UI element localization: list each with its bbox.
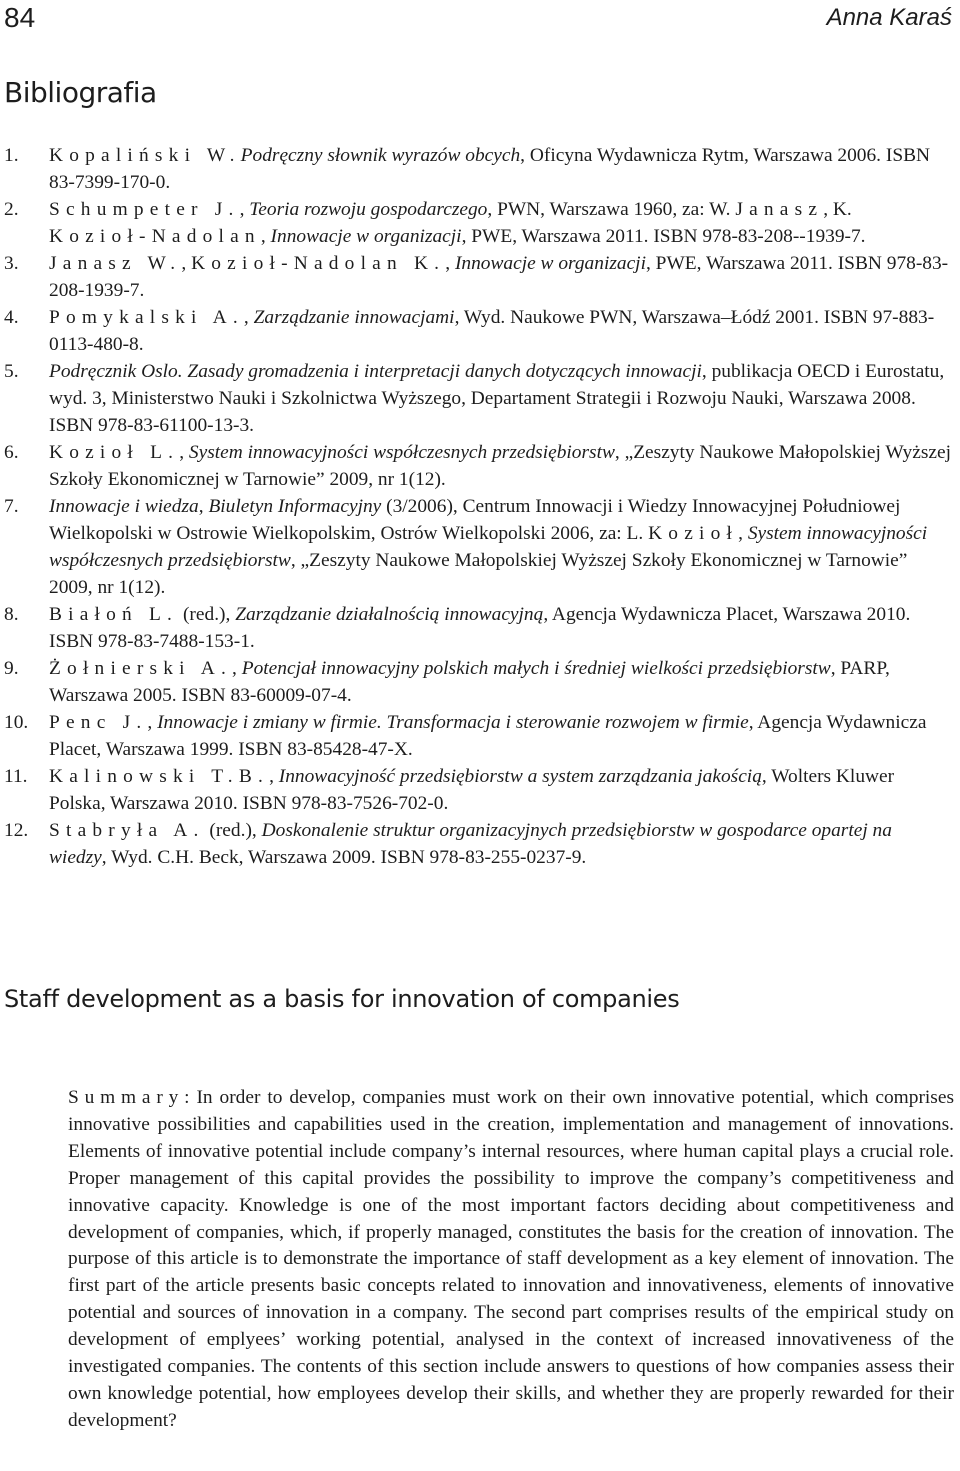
entry-publication: , Agencja Wydawnicza Placet, Warszawa 1999. ISBN 83-85428-47-X.	[49, 712, 927, 760]
entry-title: Potencjał innowacyjny polskich małych i średniej wielkości przedsiębiorstw	[241, 658, 831, 679]
entry-separator: (red.),	[204, 820, 262, 841]
entry-title: Podręczny słownik wyrazów obcych	[240, 145, 521, 166]
entry-author: Żołnierski A.	[49, 658, 233, 679]
entry-title: Innowacje i wiedza	[49, 496, 199, 517]
entry-separator: ,	[232, 658, 242, 679]
entry-number: 11.	[4, 766, 28, 787]
entry-number: 8.	[4, 604, 19, 625]
entry-author: Kozioł-Nadolan K.	[191, 253, 446, 274]
bibliography-entry-4	[4, 304, 954, 358]
entry-publication: , PARP, Warszawa 2005. ISBN 83-60009-07-4.	[49, 658, 890, 706]
entry-number: 2.	[4, 199, 19, 220]
entry-title: Zarządzanie działalnością innowacyjną	[235, 604, 544, 625]
entry-separator: ,	[198, 496, 209, 517]
entry-title: System innowacyjności współczesnych przedsiębiorstw	[188, 442, 615, 463]
entry-separator: ,	[239, 199, 250, 220]
bibliography-heading: Bibliografia	[4, 76, 157, 109]
entry-publication: , Oficyna Wydawnicza Rytm, Warszawa 2006. ISBN 83-7399-170-0.	[49, 145, 931, 193]
entry-author: Kozioł-Nadolan	[49, 226, 261, 247]
entry-title: Innowacyjność przedsiębiorstw a system zarządzania jakością	[278, 766, 762, 787]
entry-publication: , Wyd. Naukowe PWN, Warszawa–Łódź 2001. ISBN 97-883-0113-480-8.	[49, 307, 935, 355]
entry-title: Innowacje w organizacji	[454, 253, 646, 274]
bibliography-entry-8	[4, 601, 954, 655]
entry-author: Janasz W.	[49, 253, 182, 274]
entry-number: 6.	[4, 442, 19, 463]
entry-separator: ,	[179, 442, 189, 463]
entry-separator: ,	[147, 712, 158, 733]
bibliography-entry-9	[4, 655, 954, 709]
bibliography-entry-12	[4, 817, 954, 871]
bibliography-entry-1	[4, 142, 954, 196]
entry-author: Penc J.	[49, 712, 148, 733]
entry-separator: ,	[243, 307, 254, 328]
bibliography-entry-3	[4, 250, 954, 304]
summary-paragraph	[68, 1085, 954, 1435]
entry-title: System innowacyjności współczesnych przedsiębiorstw	[49, 523, 928, 571]
entry-publication: , Wyd. C.H. Beck, Warszawa 2009. ISBN 978-83-255-0237-9.	[101, 847, 587, 868]
entry-title: Biuletyn Informacyjny	[208, 496, 382, 517]
entry-author: Białoń L.	[49, 604, 179, 625]
summary-text: : In order to develop, companies must work on their own innovative potential, which comprises innovative possibilities and capabilities used in the creation, implementation and management of innovations. Elements of innovative potential include company’s internal resources, where human capital plays a crucial role. Proper management of this capital provides the possibility to improve the company’s competitiveness and innovative capacity. Knowledge is one of the most important factors deciding about competitiveness and development of companies, which, if properly managed, constitutes the basis for the creation of innovation. The purpose of this article is to demonstrate the importance of staff development as a key element of innovation. The first part of the article presents basic concepts related to innovation and innovativeness, elements of innovative potential and sources of innovation in a company. The second part comprises results of the empirical study on development of emplyees’ working potential, analysed in the context of increased innovativeness of the investigated companies. The contents of this section include answers to questions of how companies assess their own knowledge potential, how employees develop their skills, and whether they are properly rewarded for their development?	[68, 1087, 954, 1431]
entry-title: Zarządzanie innowacjami	[253, 307, 455, 328]
entry-publication: (3/2006), Centrum Innowacji i Wiedzy Innowacyjnej Południowej Wielkopolski w Ostrowie Wielkopolskim, Ostrów Wielkopolski 2006, za: L.	[49, 496, 901, 544]
entry-author: Stabryła A.	[49, 820, 205, 841]
entry-number: 4.	[4, 307, 19, 328]
bibliography-entry-5	[4, 358, 954, 439]
entry-separator: ,	[260, 226, 271, 247]
entry-number: 3.	[4, 253, 19, 274]
entry-separator: ,	[269, 766, 279, 787]
page-number: 84	[4, 2, 36, 33]
entry-separator: ,	[181, 253, 192, 274]
entry-title: Innowacje w organizacji	[270, 226, 462, 247]
entry-separator: (red.),	[178, 604, 236, 625]
bibliography-list	[4, 142, 954, 871]
entry-publication: , Agencja Wydawnicza Placet, Warszawa 2010. ISBN 978-83-7488-153-1.	[49, 604, 911, 652]
entry-author: Kopaliński W.	[49, 145, 241, 166]
entry-number: 5.	[4, 361, 19, 382]
entry-publication: , PWE, Warszawa 2011. ISBN 978-83-208--1939-7.	[461, 226, 866, 247]
entry-separator: , K.	[823, 199, 852, 220]
entry-title: Podręcznik Oslo. Zasady gromadzenia i interpretacji danych dotyczących innowacji	[49, 361, 702, 382]
running-header-author: Anna Karaś	[826, 4, 952, 31]
entry-title: Innowacje i zmiany w firmie. Transformacja i sterowanie rozwojem w firmie	[157, 712, 749, 733]
entry-number: 9.	[4, 658, 19, 679]
entry-number: 10.	[4, 712, 29, 733]
entry-publication: , „Zeszyty Naukowe Małopolskiej Wyższej Szkoły Ekonomicznej w Tarnowie” 2009, nr 1(12).	[49, 550, 908, 598]
bibliography-entry-2	[4, 196, 954, 250]
entry-number: 12.	[4, 820, 29, 841]
entry-publication: , Wolters Kluwer Polska, Warszawa 2010. ISBN 978-83-7526-702-0.	[49, 766, 895, 814]
entry-title: Doskonalenie struktur organizacyjnych przedsiębiorstw w gospodarce opartej na wiedzy	[49, 820, 892, 868]
entry-title: Teoria rozwoju gospodarczego	[249, 199, 488, 220]
summary-section-heading: Staff development as a basis for innovation of companies	[4, 985, 680, 1013]
entry-separator: ,	[738, 523, 748, 544]
bibliography-entry-6	[4, 439, 954, 493]
entry-publication: , PWN, Warszawa 1960, za: W.	[487, 199, 736, 220]
entry-number: 1.	[4, 145, 19, 166]
bibliography-entry-10	[4, 709, 954, 763]
entry-number: 7.	[4, 496, 19, 517]
entry-publication: , publikacja OECD i Eurostatu, wyd. 3, Ministerstwo Nauki i Szkolnictwa Wyższego, Departament Strategii i Rozwoju Nauki, Warszawa 2008. ISBN 978-83-61100-13-3.	[49, 361, 945, 436]
entry-separator: ,	[445, 253, 455, 274]
entry-author: Kalinowski T.B.	[49, 766, 270, 787]
entry-author: Schumpeter J.	[49, 199, 240, 220]
bibliography-entry-7	[4, 493, 954, 601]
entry-author: Pomykalski A.	[49, 307, 244, 328]
entry-author: Janasz	[735, 199, 824, 220]
entry-author: Kozioł L.	[49, 442, 180, 463]
summary-label: Summary	[68, 1087, 185, 1108]
bibliography-entry-11	[4, 763, 954, 817]
entry-publication: , „Zeszyty Naukowe Małopolskiej Wyższej Szkoły Ekonomicznej w Tarnowie” 2009, nr 1(12).	[49, 442, 952, 490]
entry-publication: , PWE, Warszawa 2011. ISBN 978-83-208-1939-7.	[49, 253, 949, 301]
entry-author: Kozioł	[648, 523, 739, 544]
